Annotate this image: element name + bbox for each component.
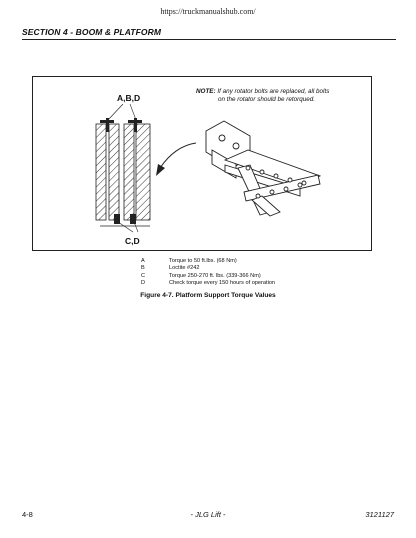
source-url[interactable]: https://truckmanualshub.com/ [160, 7, 256, 16]
legend-text: Check torque every 150 hours of operation [169, 280, 276, 287]
document-number: 3121127 [365, 510, 394, 519]
note-text-line2: on the rotator should be retorqued. [218, 95, 315, 103]
legend-letter: D [141, 280, 146, 287]
note-label: NOTE: [196, 88, 216, 95]
figure-caption: Figure 4-7. Platform Support Torque Values [140, 292, 276, 299]
legend-text: Torque to 50 ft.lbs. (68 Nm) [169, 258, 237, 264]
legend-letter: A [141, 258, 145, 264]
legend-item [141, 280, 275, 287]
view-arrow [156, 143, 196, 176]
callout-bottom-cd: C,D [125, 236, 140, 246]
figure-note [196, 88, 366, 104]
page-number: 4-8 [22, 510, 33, 519]
section-title: SECTION 4 - BOOM & PLATFORM [22, 27, 162, 37]
note-text-line1: If any rotator bolts are replaced, all bolts [217, 88, 330, 95]
legend-letter: C [141, 272, 146, 279]
legend-item [141, 265, 275, 272]
rotator-section-view [96, 104, 150, 232]
legend-text: Loctite #242 [169, 265, 200, 272]
legend-letter: B [141, 265, 145, 272]
legend-item [141, 258, 275, 265]
platform-support-assembly [206, 121, 320, 216]
callout-top-abd: A,B,D [117, 93, 141, 103]
legend-item [141, 273, 275, 280]
footer-center-text: - JLG Lift - [190, 510, 226, 519]
legend-text: Torque 250-270 ft. lbs. (339-366 Nm) [169, 272, 261, 279]
figure-legend [141, 258, 275, 288]
